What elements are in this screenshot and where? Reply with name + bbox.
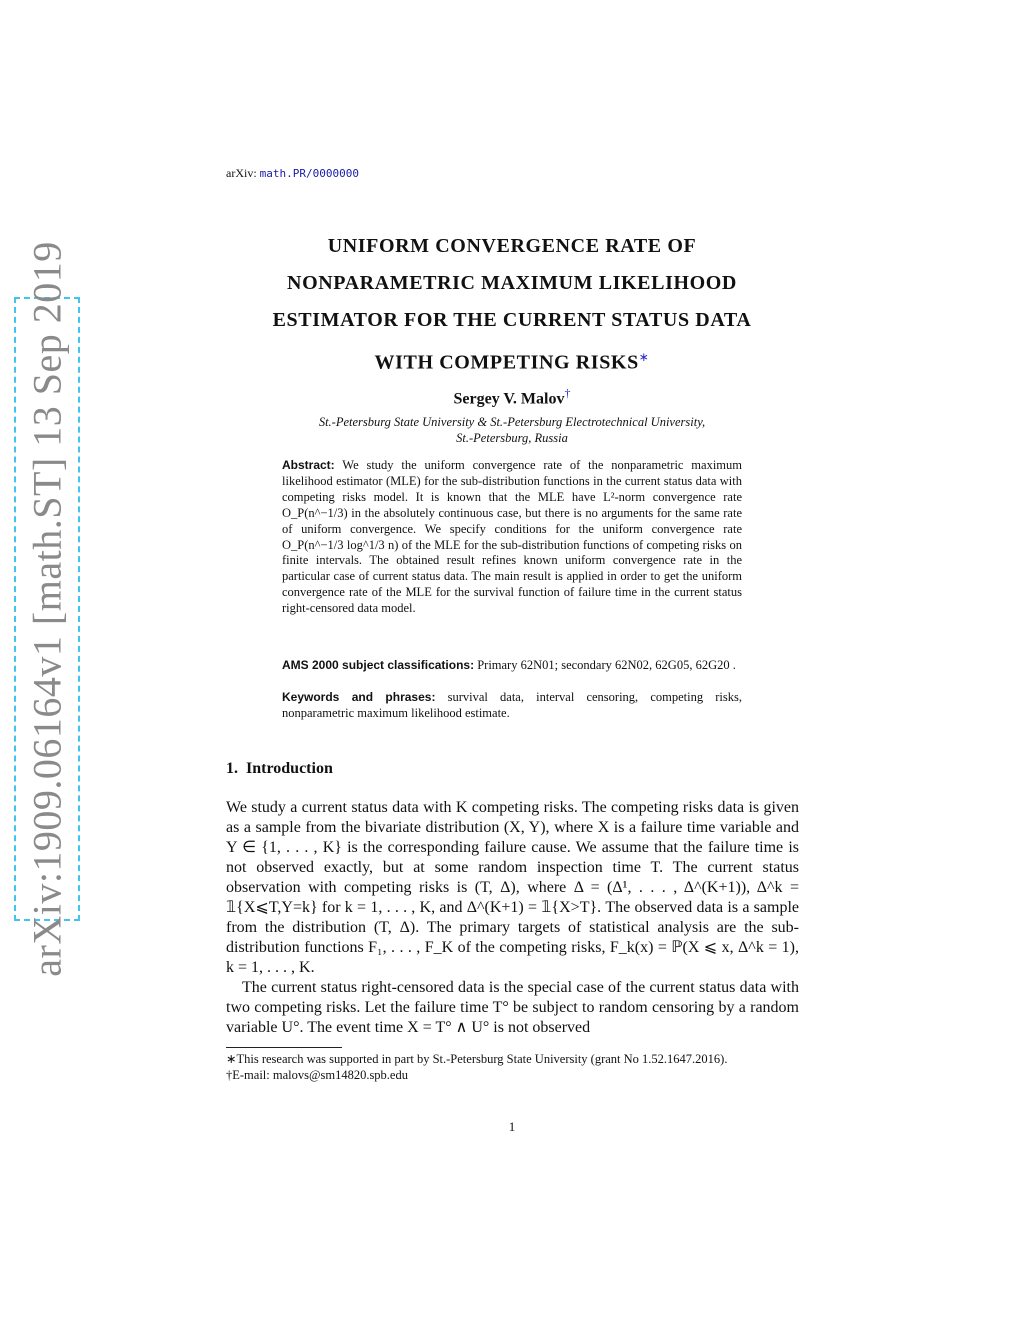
paragraph: We study a current status data with K competing risks. The competing risks data is given as a sample from the bivariate distribution (X, Y), where X is a failure time variable and Y ∈ {1, . . . , K} is the corresponding failure cause. We assume that the failure time is not observed exactly, but at some random inspection time T. The current status observation with competing risks is (T, Δ), where Δ = (Δ¹, . . . , Δ^(K+1)), Δ^k = 𝟙{X⩽T,Y=k} for k = 1, . . . , K, and Δ^(K+1) = 𝟙{X>T}. The observed data is a sample from the distribution (T, Δ). The primary targets of statistical analysis are the sub-distribution functions F₁, . . . , F_K of the competing risks, F_k(x) = ℙ(X ⩽ x, Δ^k = 1), k = 1, . . . , K. xyxy=(226,799,799,976)
keywords xyxy=(282,690,742,722)
author-footnote-mark[interactable]: † xyxy=(564,386,571,400)
page-number: 1 xyxy=(508,1119,516,1134)
affiliation-line: St.-Petersburg, Russia xyxy=(456,431,568,445)
title-line-last xyxy=(226,339,798,382)
keywords-text: survival data, interval censoring, competing risks, nonparametric maximum likelihood estimate. xyxy=(282,690,742,720)
section-title: Introduction xyxy=(246,760,333,777)
affiliation-line: St.-Petersburg State University & St.-Petersburg Electrotechnical University, xyxy=(318,415,706,429)
abstract-label: Abstract: xyxy=(282,458,335,472)
author-name: Sergey V. Malov xyxy=(453,390,565,408)
keywords-label: Keywords and phrases: xyxy=(282,690,436,704)
abstract xyxy=(282,458,742,617)
ams-label: AMS 2000 subject classifications: xyxy=(282,658,475,672)
arxiv-side-stamp-text: arXiv:1909.06164v1 [math.ST] 13 Sep 2019 xyxy=(24,241,70,977)
paragraph: The current status right-censored data is the special case of the current status data with two competing risks. Let the failure time T° be subject to random censoring by a random variable U°. The event time X = T° ∧ U° is not observed xyxy=(226,979,799,1036)
title-line: ESTIMATOR FOR THE CURRENT STATUS DATA xyxy=(272,309,752,331)
section-heading xyxy=(226,760,333,778)
author xyxy=(226,386,798,408)
affiliation xyxy=(226,414,798,446)
footnotes xyxy=(226,1052,799,1084)
arxiv-header-code[interactable]: math.PR/0000000 xyxy=(259,167,359,180)
footnote: ∗This research was supported in part by St.-Petersburg State University (grant No 1.52.1647.2016). xyxy=(226,1052,728,1066)
arxiv-header-prefix: arXiv: xyxy=(226,166,260,180)
ams-classifications xyxy=(282,658,742,674)
ams-text: Primary 62N01; secondary 62N02, 62G05, 62G20 . xyxy=(477,658,736,672)
title-footnote-mark[interactable]: ∗ xyxy=(638,350,650,364)
title-line: UNIFORM CONVERGENCE RATE OF xyxy=(327,235,697,257)
arxiv-header xyxy=(226,166,359,181)
title-line: NONPARAMETRIC MAXIMUM LIKELIHOOD xyxy=(287,272,737,294)
body-text xyxy=(226,798,799,1038)
section-number: 1. xyxy=(226,760,238,777)
footnote: †E-mail: malovs@sm14820.spb.edu xyxy=(226,1067,408,1082)
title-line: WITH COMPETING RISKS xyxy=(374,351,639,374)
footnote-rule xyxy=(226,1047,342,1048)
abstract-text: We study the uniform convergence rate of the nonparametric maximum likelihood estimator (MLE) for the sub-distribution functions in the current status data with competing risks model. It is known that the MLE have L²-norm convergence rate O_P(n^−1/3) in the absolutely continuous case, but there is no arguments for the same rate of uniform convergence. We specify conditions for the uniform convergence rate O_P(n^−1/3 log^1/3 n) of the MLE for the sub-distribution functions of competing risks on finite intervals. The obtained result refines known uniform convergence rate in the particular case of current status data. The main result is applied in order to get the uniform convergence rate of the MLE for the survival function of failure time in the current status right-censored data model. xyxy=(282,458,742,616)
arxiv-side-stamp xyxy=(14,241,80,977)
paper-title xyxy=(226,228,798,382)
